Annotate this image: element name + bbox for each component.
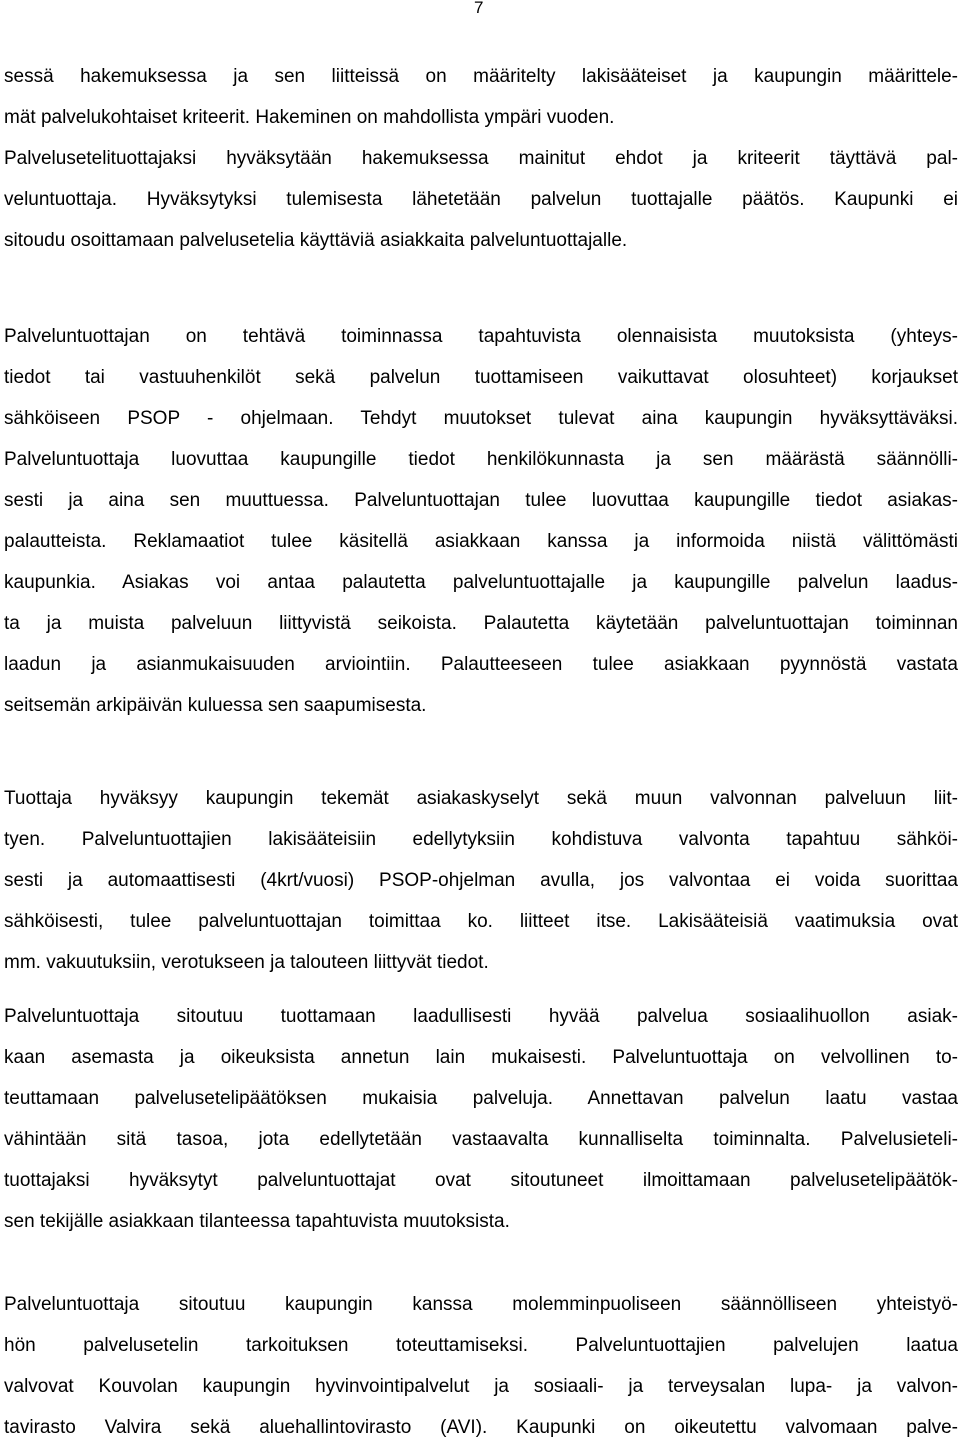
text-line: sessä hakemuksessa ja sen liitteissä on määritelty lakisääteiset ja kaupungin määrittele- [4,66,958,87]
paragraph-2 [4,138,958,261]
text-line: sesti ja aina sen muuttuessa. Palveluntuottajan tulee luovuttaa kaupungille tiedot asiakas- [4,490,958,511]
text-line: tuottajaksi hyväksytyt palveluntuottajat ovat sitoutuneet ilmoittamaan palvelusetelipäätök- [4,1170,958,1191]
text-line: seitsemän arkipäivän kuluessa sen saapumisesta. [4,695,427,716]
text-line: hön palvelusetelin tarkoituksen toteuttamiseksi. Palveluntuottajien palvelujen laatua [4,1335,958,1356]
text-line: tiedot tai vastuuhenkilöt sekä palvelun tuottamiseen vaikuttavat olosuhteet) korjaukset [4,367,958,388]
text-line: sitoudu osoittamaan palvelusetelia käyttäviä asiakkaita palveluntuottajalle. [4,230,628,251]
text-line: valvovat Kouvolan kaupungin hyvinvointipalvelut ja sosiaali- ja terveysalan lupa- ja valvon- [4,1376,958,1397]
text-line: sähköiseen PSOP - ohjelmaan. Tehdyt muutokset tulevat aina kaupungin hyväksyttäväksi. [4,408,958,429]
text-line: sähköisesti, tulee palveluntuottajan toimittaa ko. liitteet itse. Lakisääteisiä vaatimuksia ovat [4,911,958,932]
text-line: tavirasto Valvira sekä aluehallintovirasto (AVI). Kaupunki on oikeutettu valvomaan palve- [4,1417,958,1438]
paragraph-3 [4,316,958,726]
text-line: Tuottaja hyväksyy kaupungin tekemät asiakaskyselyt sekä muun valvonnan palveluun liit- [4,788,958,809]
text-line: vähintään sitä tasoa, jota edellytetään vastaavalta kunnalliselta toiminnalta. Palvelusieteli- [4,1129,958,1150]
page-number: 7 [474,0,484,17]
text-line: Palveluntuottaja sitoutuu kaupungin kanssa molemminpuoliseen säännölliseen yhteistyö- [4,1294,958,1315]
paragraph-4 [4,778,958,983]
text-line: laadun ja asianmukaisuuden arviointiin. Palautteeseen tulee asiakkaan pyynnöstä vastata [4,654,958,675]
text-line: tyen. Palveluntuottajien lakisääteisiin edellytyksiin kohdistuva valvonta tapahtuu sähköi- [4,829,958,850]
text-line: kaupunkia. Asiakas voi antaa palautetta palveluntuottajalle ja kaupungille palvelun laadus- [4,572,958,593]
paragraph-5 [4,996,958,1242]
paragraph-6 [4,1284,958,1448]
paragraph-1 [4,56,958,138]
text-line: ta ja muista palveluun liittyvistä seikoista. Palautetta käytetään palveluntuottajan toiminnan [4,613,958,634]
text-line: veluntuottaja. Hyväksytyksi tulemisesta lähetetään palvelun tuottajalle päätös. Kaupunki ei [4,189,958,210]
text-line: Palveluntuottajan on tehtävä toiminnassa tapahtuvista olennaisista muutoksista (yhteys- [4,326,958,347]
text-line: kaan asemasta ja oikeuksista annetun lain mukaisesti. Palveluntuottaja on velvollinen to- [4,1047,958,1068]
text-line: Palvelusetelituottajaksi hyväksytään hakemuksessa mainitut ehdot ja kriteerit täyttävä pal- [4,148,958,169]
text-line: sen tekijälle asiakkaan tilanteessa tapahtuvista muutoksista. [4,1211,510,1232]
text-line: Palveluntuottaja luovuttaa kaupungille tiedot henkilökunnasta ja sen määrästä säännölli- [4,449,958,470]
text-line: sesti ja automaattisesti (4krt/vuosi) PSOP-ohjelman avulla, jos valvontaa ei voida suorittaa [4,870,958,891]
text-line: mm. vakuutuksiin, verotukseen ja talouteen liittyvät tiedot. [4,952,489,973]
text-line: Palveluntuottaja sitoutuu tuottamaan laadullisesti hyvää palvelua sosiaalihuollon asiak- [4,1006,958,1027]
text-line: palautteista. Reklamaatiot tulee käsitellä asiakkaan kanssa ja informoida niistä välittömästi [4,531,958,552]
text-line: mät palvelukohtaiset kriteerit. Hakeminen on mahdollista ympäri vuoden. [4,107,615,128]
text-line: teuttamaan palvelusetelipäätöksen mukaisia palveluja. Annettavan palvelun laatu vastaa [4,1088,958,1109]
